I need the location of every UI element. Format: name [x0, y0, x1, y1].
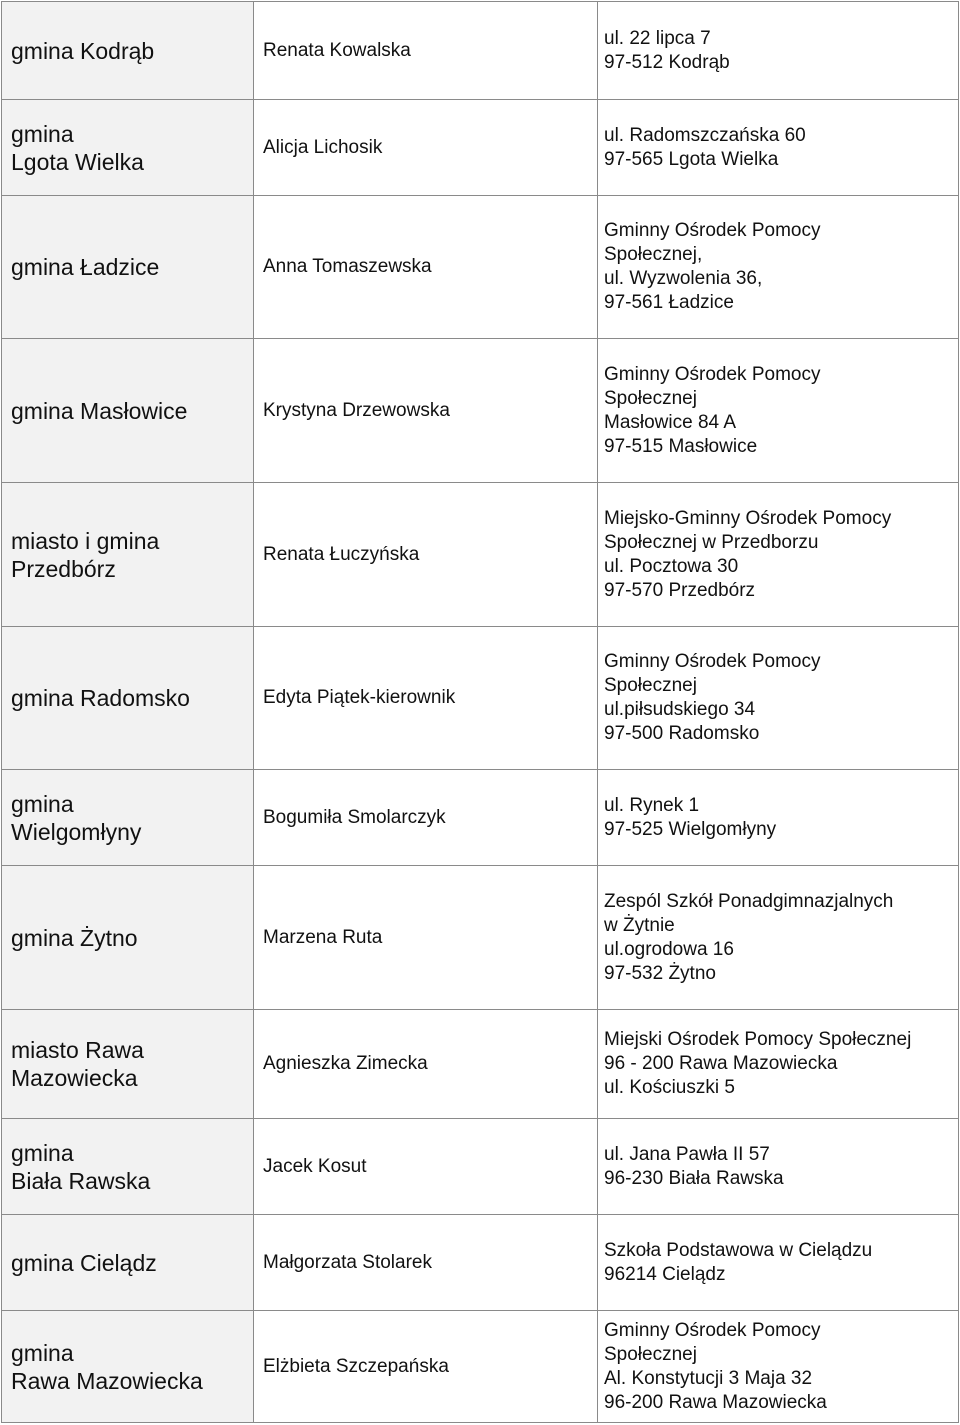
address-line: Społecznej: [604, 1343, 697, 1365]
area-line: gmina Kodrąb: [11, 37, 155, 64]
address-line: 97-512 Kodrąb: [604, 51, 730, 73]
address-cell: [598, 1119, 959, 1215]
address-line: Gminny Ośrodek Pomocy: [604, 220, 821, 241]
address-line: Społecznej: [604, 675, 697, 696]
person-name: Agnieszka Zimecka: [263, 1053, 428, 1074]
person-name: Małgorzata Stolarek: [263, 1251, 432, 1273]
area-cell: [2, 866, 254, 1010]
table-row: [2, 2, 959, 100]
area-line: Biała Rawska: [11, 1167, 151, 1194]
address-cell: [598, 100, 959, 196]
person-name: Jacek Kosut: [263, 1155, 367, 1177]
address-line: ul.ogrodowa 16: [604, 938, 734, 960]
address-line: ul. Rynek 1: [604, 794, 700, 816]
address-cell: [598, 196, 959, 339]
address-line: 96214 Cielądz: [604, 1263, 726, 1285]
area-cell: [2, 483, 254, 627]
area-cell: [2, 770, 254, 866]
area-line: miasto i gmina: [11, 527, 160, 554]
area-line: gmina Cielądz: [11, 1249, 157, 1276]
address-line: Zespól Szkół Ponadgimnazjalnych: [604, 890, 894, 912]
area-line: Mazowiecka: [11, 1065, 138, 1091]
person-cell: [254, 339, 598, 483]
table-row: [2, 627, 959, 770]
area-line: Lgota Wielka: [11, 148, 144, 175]
address-line: Masłowice 84 A: [604, 411, 737, 433]
address-line: Gminny Ośrodek Pomocy: [604, 651, 821, 672]
person-cell: [254, 866, 598, 1010]
address-line: Miejsko-Gminny Ośrodek Pomocy: [604, 507, 892, 529]
table-row: [2, 339, 959, 483]
area-line: gmina: [11, 120, 74, 147]
address-line: Gminny Ośrodek Pomocy: [604, 363, 821, 385]
person-cell: [254, 1311, 598, 1423]
table-row: [2, 1311, 959, 1423]
address-line: ul. 22 lipca 7: [604, 27, 711, 49]
table-row: [2, 196, 959, 339]
area-cell: [2, 2, 254, 100]
directory-body: [2, 2, 959, 1423]
person-name: Elżbieta Szczepańska: [263, 1355, 449, 1377]
address-line: Społecznej: [604, 387, 697, 409]
address-line: 97-525 Wielgomłyny: [604, 818, 777, 840]
address-cell: [598, 866, 959, 1010]
area-line: gmina: [11, 790, 74, 817]
table-row: [2, 1010, 959, 1119]
person-cell: [254, 2, 598, 100]
address-line: 96-230 Biała Rawska: [604, 1167, 784, 1189]
area-cell: [2, 1215, 254, 1311]
address-cell: [598, 1010, 959, 1119]
address-line: 96-200 Rawa Mazowiecka: [604, 1391, 827, 1413]
area-cell: [2, 1311, 254, 1423]
address-line: Szkoła Podstawowa w Cielądzu: [604, 1239, 873, 1261]
address-line: Gminny Ośrodek Pomocy: [604, 1319, 821, 1341]
address-line: 97-561 Ładzice: [604, 292, 734, 313]
person-cell: [254, 196, 598, 339]
area-cell: [2, 100, 254, 196]
contact-directory-table: [1, 1, 959, 1423]
address-line: ul. Jana Pawła II 57: [604, 1143, 770, 1165]
person-cell: [254, 1119, 598, 1215]
address-line: ul. Wyzwolenia 36,: [604, 268, 763, 289]
area-line: gmina Radomsko: [11, 685, 190, 711]
area-line: gmina Żytno: [11, 924, 138, 951]
person-name: Marzena Ruta: [263, 926, 383, 948]
person-cell: [254, 100, 598, 196]
table-row: [2, 770, 959, 866]
table-row: [2, 483, 959, 627]
address-cell: [598, 770, 959, 866]
address-line: ul.piłsudskiego 34: [604, 699, 756, 720]
area-line: gmina Ładzice: [11, 254, 160, 280]
person-name: Bogumiła Smolarczyk: [263, 806, 446, 828]
area-cell: [2, 339, 254, 483]
address-line: 97-500 Radomsko: [604, 723, 760, 744]
address-line: ul. Pocztowa 30: [604, 555, 739, 577]
person-name: Renata Kowalska: [263, 39, 411, 61]
table-row: [2, 1119, 959, 1215]
person-name: Anna Tomaszewska: [263, 256, 432, 277]
area-cell: [2, 196, 254, 339]
address-line: Społecznej,: [604, 244, 703, 265]
address-cell: [598, 1311, 959, 1423]
person-cell: [254, 1215, 598, 1311]
address-cell: [598, 339, 959, 483]
person-cell: [254, 483, 598, 627]
address-cell: [598, 2, 959, 100]
address-line: 97-532 Żytno: [604, 962, 716, 984]
person-name: Alicja Lichosik: [263, 136, 383, 158]
person-cell: [254, 770, 598, 866]
area-line: gmina: [11, 1139, 74, 1166]
person-name: Edyta Piątek-kierownik: [263, 687, 456, 708]
area-line: gmina Masłowice: [11, 397, 188, 424]
address-cell: [598, 627, 959, 770]
address-cell: [598, 483, 959, 627]
area-cell: [2, 627, 254, 770]
table-row: [2, 1215, 959, 1311]
area-cell: [2, 1010, 254, 1119]
person-name: Renata Łuczyńska: [263, 543, 420, 565]
address-cell: [598, 1215, 959, 1311]
person-name: Krystyna Drzewowska: [263, 399, 450, 421]
address-line: ul. Radomszczańska 60: [604, 124, 806, 146]
address-line: 96 - 200 Rawa Mazowiecka: [604, 1053, 838, 1074]
address-line: 97-515 Masłowice: [604, 435, 758, 457]
area-line: gmina: [11, 1339, 74, 1366]
address-line: 97-570 Przedbórz: [604, 579, 756, 601]
area-cell: [2, 1119, 254, 1215]
table-row: [2, 866, 959, 1010]
address-line: w Żytnie: [604, 914, 675, 936]
address-line: Społecznej w Przedborzu: [604, 531, 819, 553]
area-line: miasto Rawa: [11, 1037, 144, 1063]
area-line: Przedbórz: [11, 555, 116, 582]
person-cell: [254, 1010, 598, 1119]
area-line: Rawa Mazowiecka: [11, 1367, 203, 1394]
area-line: Wielgomłyny: [11, 818, 142, 845]
address-line: 97-565 Lgota Wielka: [604, 148, 779, 170]
person-cell: [254, 627, 598, 770]
address-line: Al. Konstytucji 3 Maja 32: [604, 1367, 813, 1389]
address-line: Miejski Ośrodek Pomocy Społecznej: [604, 1029, 912, 1050]
table-row: [2, 100, 959, 196]
address-line: ul. Kościuszki 5: [604, 1077, 735, 1098]
